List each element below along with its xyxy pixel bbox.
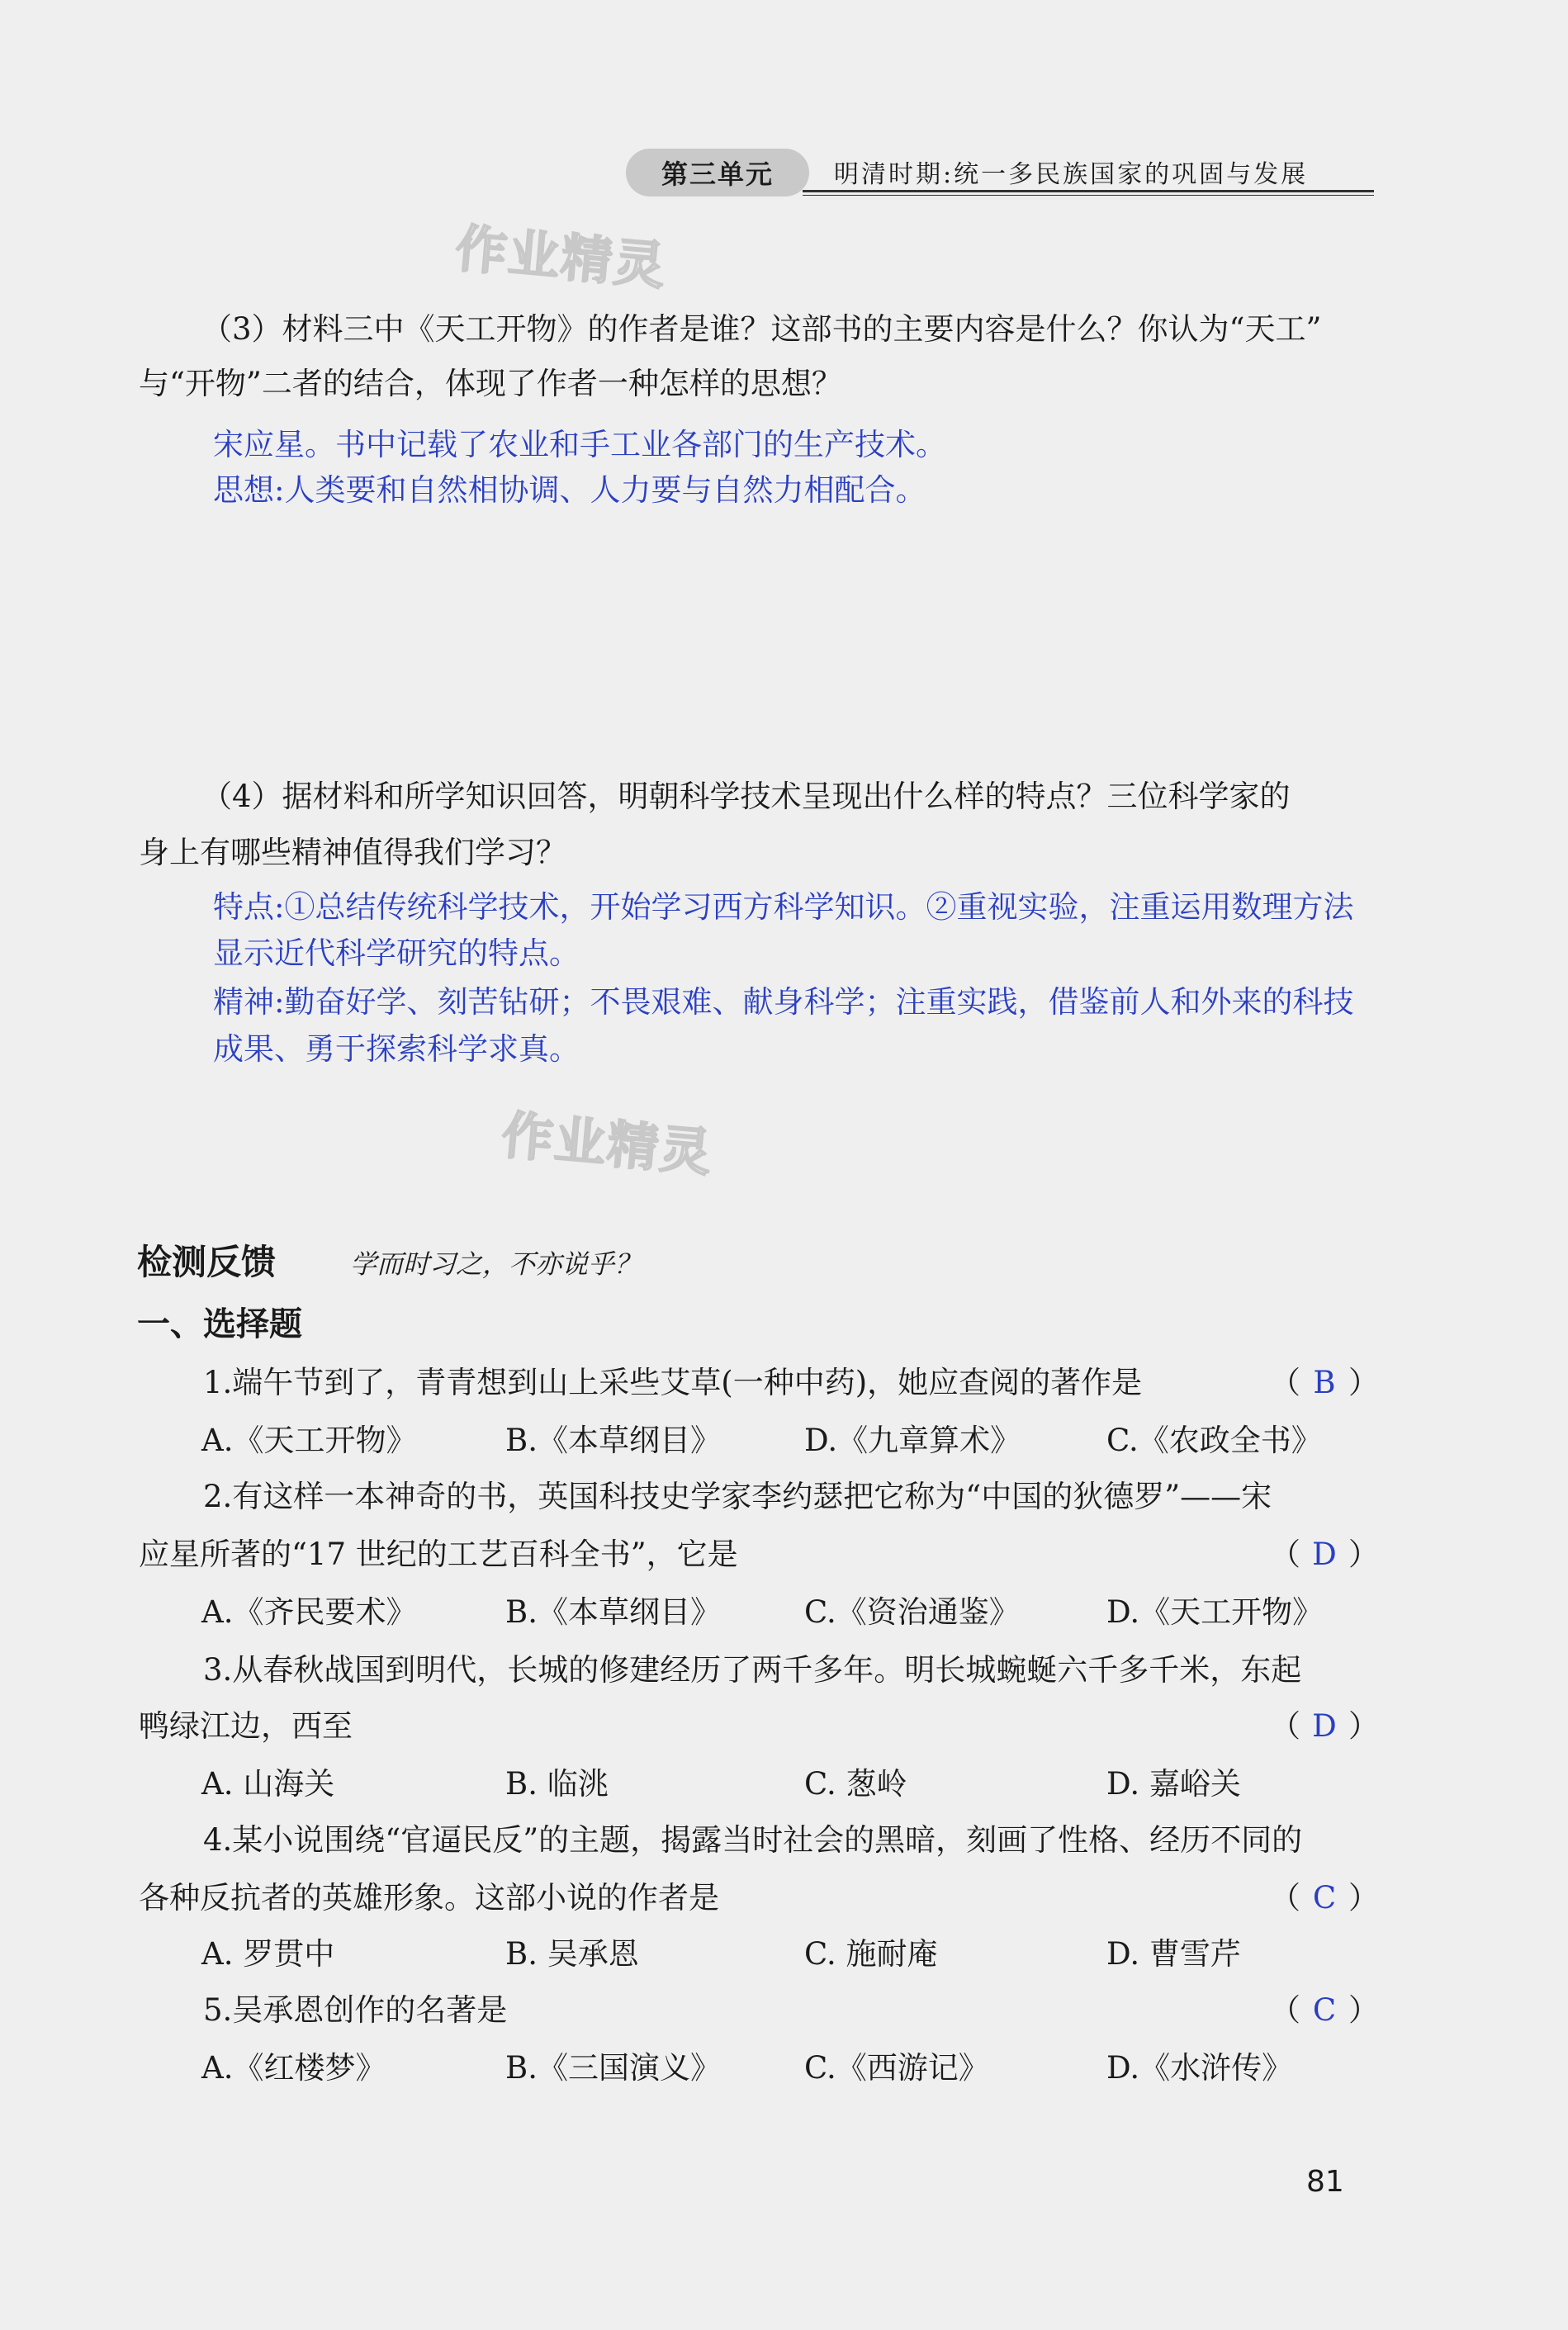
mc-4-option: D. 曹雪芹: [1106, 1936, 1241, 1972]
mc-4-stem-line-2: 各种反抗者的英雄形象。这部小说的作者是: [139, 1880, 719, 1916]
mc-2-stem-line-1: 2.有这样一本神奇的书，英国科技史学家李约瑟把它称为“中国的狄德罗”——宋: [203, 1479, 1272, 1514]
mc-3-option: B. 临洮: [505, 1766, 609, 1802]
question-4-line-2: 身上有哪些精神值得我们学习？: [139, 835, 566, 870]
mc-2-option: B.《本草纲目》: [505, 1594, 721, 1630]
mc-3-stem-line-2: 鸭绿江边，西至: [139, 1708, 353, 1744]
mc-3-option: C. 葱岭: [804, 1766, 907, 1802]
mc-5-answer: C: [1312, 1992, 1337, 2028]
chapter-title: 明清时期:统一多民族国家的巩固与发展: [834, 160, 1309, 189]
mc-4-option: B. 吴承恩: [505, 1936, 639, 1972]
mc-2-answer-slot: （ D ）: [1270, 1537, 1379, 1572]
mc-1-answer-slot: （ B ）: [1270, 1365, 1379, 1400]
question-3-answer-1: 宋应星。书中记载了农业和手工业各部门的生产技术。: [213, 427, 946, 462]
mc-3-option: A. 山海关: [201, 1766, 335, 1802]
section-heading-multiple-choice: 一、选择题: [137, 1305, 302, 1343]
mc-5-answer-slot: （ C ）: [1270, 1992, 1379, 2028]
mc-3-option: D. 嘉峪关: [1106, 1766, 1241, 1802]
header-rule-thin: [803, 195, 1374, 196]
section-motto: 学而时习之，不亦说乎？: [350, 1248, 642, 1280]
watermark: 作业精灵: [499, 1104, 716, 1183]
mc-4-answer-slot: （ C ）: [1270, 1880, 1379, 1916]
header-rule: [803, 190, 1374, 192]
mc-1-option: B.《本草纲目》: [505, 1423, 721, 1458]
question-3-answer-2: 思想:人类要和自然相协调、人力要与自然力相配合。: [213, 472, 926, 508]
mc-1-option: C.《农政全书》: [1106, 1423, 1322, 1458]
mc-5-option: D.《水浒传》: [1106, 2050, 1293, 2086]
question-3-line-1: （3）材料三中《天工开物》的作者是谁？这部书的主要内容是什么？你认为“天工”: [201, 311, 1322, 347]
mc-1-stem: 1.端午节到了，青青想到山上采些艾草(一种中药)，她应查阅的著作是: [203, 1365, 1143, 1400]
mc-2-option: D.《天工开物》: [1106, 1594, 1324, 1630]
mc-4-option: A. 罗贯中: [201, 1936, 335, 1972]
question-3-line-2: 与“开物”二者的结合，体现了作者一种怎样的思想？: [139, 366, 842, 401]
unit-badge: 第三单元: [626, 149, 809, 197]
mc-5-option: B.《三国演义》: [505, 2050, 721, 2086]
question-4-answer-3: 精神:勤奋好学、刻苦钻研；不畏艰难、献身科学；注重实践，借鉴前人和外来的科技: [213, 984, 1354, 1020]
question-4-answer-1: 特点:①总结传统科学技术，开始学习西方科学知识。②重视实验，注重运用数理方法: [213, 889, 1354, 925]
question-4-line-1: （4）据材料和所学知识回答，明朝科学技术呈现出什么样的特点？三位科学家的: [201, 779, 1291, 814]
mc-2-option: C.《资治通鉴》: [804, 1594, 1020, 1630]
question-4-answer-2: 显示近代科学研究的特点。: [213, 935, 580, 971]
mc-5-option: C.《西游记》: [804, 2050, 989, 2086]
page-number: 81: [1306, 2165, 1344, 2199]
mc-1-answer: B: [1313, 1365, 1336, 1400]
mc-2-option: A.《齐民要术》: [201, 1594, 417, 1630]
mc-5-stem: 5.吴承恩创作的名著是: [203, 1992, 508, 2028]
section-title-feedback: 检测反馈: [137, 1242, 277, 1282]
mc-4-option: C. 施耐庵: [804, 1936, 938, 1972]
mc-2-answer: D: [1312, 1537, 1337, 1572]
mc-3-answer-slot: （ D ）: [1270, 1708, 1379, 1744]
mc-4-stem-line-1: 4.某小说围绕“官逼民反”的主题，揭露当时社会的黑暗，刻画了性格、经历不同的: [203, 1822, 1303, 1858]
mc-2-stem-line-2: 应星所著的“17 世纪的工艺百科全书”，它是: [139, 1537, 738, 1572]
mc-5-option: A.《红楼梦》: [201, 2050, 386, 2086]
mc-3-stem-line-1: 3.从春秋战国到明代，长城的修建经历了两千多年。明长城蜿蜒六千多千米，东起: [203, 1652, 1302, 1688]
mc-3-answer: D: [1312, 1708, 1337, 1744]
question-4-answer-4: 成果、勇于探索科学求真。: [213, 1031, 580, 1067]
mc-1-option: D.《九章算术》: [804, 1423, 1021, 1458]
watermark: 作业精灵: [452, 217, 670, 296]
mc-1-option: A.《天工开物》: [201, 1423, 417, 1458]
mc-4-answer: C: [1312, 1880, 1337, 1916]
